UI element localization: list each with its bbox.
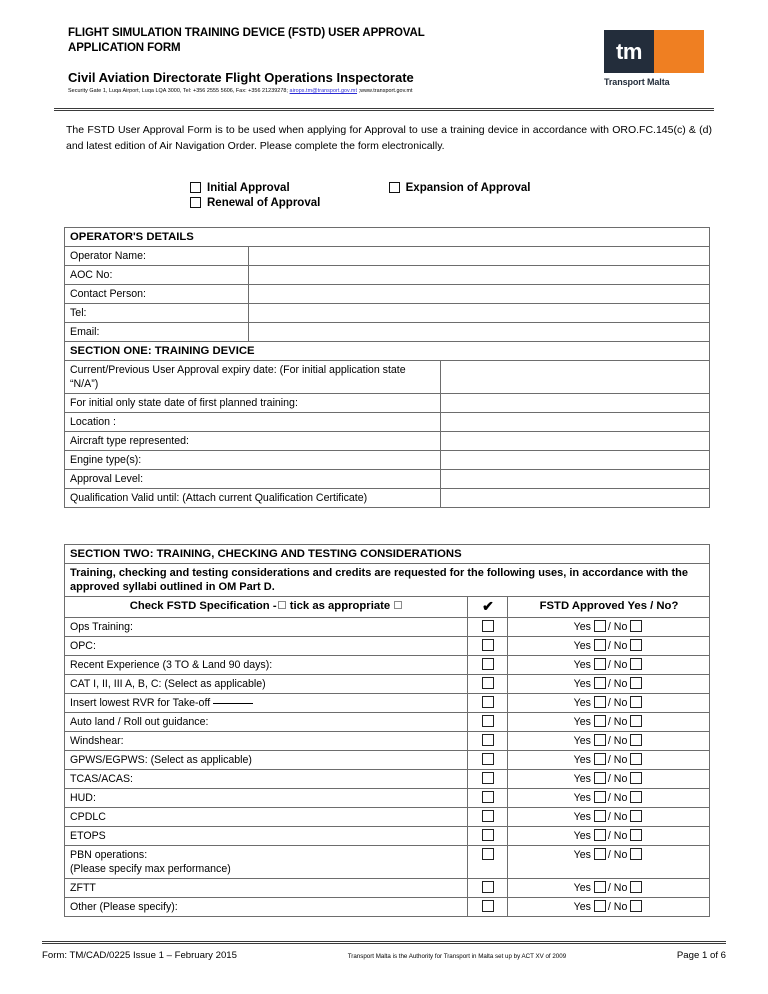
table-row (65, 879, 710, 898)
row-label-cpdlc: CPDLC (65, 808, 468, 827)
table-section-header-row (65, 228, 710, 247)
approval-expiry-date-field[interactable] (441, 361, 710, 394)
yes-label: Yes (573, 830, 591, 842)
checkbox-tick-opc[interactable] (482, 639, 494, 651)
table-row (65, 489, 710, 508)
aircraft-type-field[interactable] (441, 432, 710, 451)
yes-no-group (574, 773, 645, 785)
table-row (65, 789, 710, 808)
location-label: Location : (65, 413, 441, 432)
no-label: / No (607, 716, 628, 728)
footer-authority-statement: Transport Malta is the Authority for Transport in Malta set up by ACT XV of 2009 (347, 953, 567, 960)
yes-no-group (574, 849, 645, 861)
no-label: / No (607, 697, 628, 709)
section-two-table (64, 544, 710, 917)
square-glyph-icon (278, 601, 286, 609)
section-one-table (64, 341, 710, 508)
yes-no-group (574, 716, 645, 728)
table-row (65, 394, 710, 413)
operator-details-heading: OPERATOR'S DETAILS (65, 228, 710, 247)
no-label: / No (607, 678, 628, 690)
column-header-tick (468, 597, 508, 618)
no-label: / No (607, 830, 628, 842)
yes-label: Yes (573, 811, 591, 823)
yes-no-group (574, 830, 645, 842)
row-label-gpws-egpws: GPWS/EGPWS: (Select as applicable) (65, 751, 468, 770)
checkbox-no-hud[interactable] (630, 791, 642, 803)
approval-expansion-group (389, 182, 531, 194)
yes-label: Yes (573, 621, 591, 633)
row-label-other: Other (Please specify): (65, 898, 468, 917)
qualification-valid-until-label: Qualification Valid until: (Attach current Qualification Certificate) (65, 489, 441, 508)
contact-address-line (68, 87, 554, 95)
no-label: / No (607, 659, 628, 671)
row-label-hud: HUD: (65, 789, 468, 808)
logo-caption: Transport Malta (604, 77, 670, 87)
row-label-etops: ETOPS (65, 827, 468, 846)
tick-cell (468, 732, 508, 751)
transport-malta-logo (604, 30, 714, 87)
tick-cell (468, 713, 508, 732)
no-label: / No (607, 849, 628, 861)
square-glyph-icon (394, 601, 402, 609)
checkbox-tick-hud[interactable] (482, 791, 494, 803)
yes-label: Yes (573, 716, 591, 728)
logo-mark-tm: tm (604, 30, 654, 73)
section-two-intro: Training, checking and testing considerations and credits are requested for the following uses, in accordance with the approved syllabi outlined in OM Part D. (65, 564, 710, 597)
tick-cell (468, 789, 508, 808)
checkbox-tick-cpdlc[interactable] (482, 810, 494, 822)
tick-cell (468, 846, 508, 879)
tick-cell (468, 637, 508, 656)
yes-no-group (574, 792, 645, 804)
tel-field[interactable] (249, 304, 710, 323)
no-label: / No (607, 901, 628, 913)
label-expansion-of-approval: Expansion of Approval (405, 181, 531, 194)
checkbox-yes-opc[interactable] (594, 639, 606, 651)
checkbox-yes-cat-i-ii-iii[interactable] (594, 677, 606, 689)
email-field[interactable] (249, 323, 710, 342)
row-label-zftt: ZFTT (65, 879, 468, 898)
approved-cell (508, 618, 710, 637)
form-title-line2: APPLICATION FORM (68, 42, 181, 54)
yes-label: Yes (573, 659, 591, 671)
checkbox-yes-tcas-acas[interactable] (594, 772, 606, 784)
yes-no-group (574, 640, 645, 652)
table-row (65, 323, 710, 342)
column-header-check-fstd-specification (65, 597, 468, 618)
operator-details-table (64, 227, 710, 342)
approved-cell (508, 789, 710, 808)
tick-cell (468, 694, 508, 713)
approved-cell (508, 656, 710, 675)
aoc-no-field[interactable] (249, 266, 710, 285)
approval-row-two (190, 195, 710, 210)
row-label-opc: OPC: (65, 637, 468, 656)
form-title-line1: FLIGHT SIMULATION TRAINING DEVICE (FSTD) USER APPROVAL (68, 27, 425, 39)
no-label: / No (607, 811, 628, 823)
approved-cell (508, 808, 710, 827)
checkbox-tick-tcas-acas[interactable] (482, 772, 494, 784)
email-label: Email: (65, 323, 249, 342)
approval-row-one (190, 180, 710, 195)
tick-cell (468, 618, 508, 637)
contact-person-label: Contact Person: (65, 285, 249, 304)
aoc-no-label: AOC No: (65, 266, 249, 285)
table-row (65, 247, 710, 266)
approved-cell (508, 846, 710, 879)
no-label: / No (607, 640, 628, 652)
section-two-heading: SECTION TWO: TRAINING, CHECKING AND TESTING CONSIDERATIONS (65, 545, 710, 564)
checkbox-no-pbn-operations[interactable] (630, 848, 642, 860)
yes-label: Yes (573, 678, 591, 690)
no-label: / No (607, 882, 628, 894)
yes-label: Yes (573, 640, 591, 652)
yes-label: Yes (573, 882, 591, 894)
yes-no-group (574, 697, 645, 709)
row-label-lowest-rvr-takeoff (65, 694, 468, 713)
document-header (54, 26, 714, 95)
location-field[interactable] (441, 413, 710, 432)
approved-cell (508, 713, 710, 732)
checkbox-yes-recent-experience[interactable] (594, 658, 606, 670)
engine-type-label: Engine type(s): (65, 451, 441, 470)
checkbox-expansion-of-approval[interactable] (389, 182, 400, 193)
checkbox-tick-windshear[interactable] (482, 734, 494, 746)
table-row (65, 713, 710, 732)
approved-cell (508, 637, 710, 656)
checkbox-yes-windshear[interactable] (594, 734, 606, 746)
yes-label: Yes (573, 792, 591, 804)
table-row (65, 770, 710, 789)
approval-level-label: Approval Level: (65, 470, 441, 489)
table-row (65, 470, 710, 489)
approved-cell (508, 879, 710, 898)
checkbox-yes-hud[interactable] (594, 791, 606, 803)
checkbox-yes-gpws-egpws[interactable] (594, 753, 606, 765)
checkbox-no-recent-experience[interactable] (630, 658, 642, 670)
table-section-header-row (65, 545, 710, 564)
yes-label: Yes (573, 901, 591, 913)
column-header-fstd-approved: FSTD Approved Yes / No? (508, 597, 710, 618)
no-label: / No (607, 773, 628, 785)
rvr-blank-input[interactable] (213, 703, 253, 704)
approved-cell (508, 898, 710, 917)
checkbox-tick-auto-land[interactable] (482, 715, 494, 727)
yes-no-group (574, 754, 645, 766)
label-renewal-of-approval: Renewal of Approval (207, 196, 321, 209)
table-row (65, 808, 710, 827)
yes-no-group (574, 735, 645, 747)
row-label-recent-experience: Recent Experience (3 TO & Land 90 days): (65, 656, 468, 675)
checkbox-yes-lowest-rvr[interactable] (594, 696, 606, 708)
yes-no-group (574, 659, 645, 671)
checkbox-tick-recent-experience[interactable] (482, 658, 494, 670)
address-suffix: ;www.transport.gov.mt (357, 88, 413, 94)
row-label-ops-training: Ops Training: (65, 618, 468, 637)
checkbox-tick-gpws-egpws[interactable] (482, 753, 494, 765)
checkbox-no-cpdlc[interactable] (630, 810, 642, 822)
table-row (65, 656, 710, 675)
document-footer (42, 950, 726, 961)
checkbox-yes-etops[interactable] (594, 829, 606, 841)
yes-label: Yes (573, 849, 591, 861)
no-label: / No (607, 735, 628, 747)
checkbox-yes-ops-training[interactable] (594, 620, 606, 632)
yes-label: Yes (573, 754, 591, 766)
no-label: / No (607, 621, 628, 633)
checkbox-no-opc[interactable] (630, 639, 642, 651)
tick-cell (468, 898, 508, 917)
checkbox-no-etops[interactable] (630, 829, 642, 841)
approved-cell (508, 732, 710, 751)
label-initial-approval: Initial Approval (207, 181, 290, 194)
footer-divider-rule (42, 941, 726, 944)
table-row (65, 751, 710, 770)
first-planned-training-label: For initial only state date of first planned training: (65, 394, 441, 413)
checkbox-no-ops-training[interactable] (630, 620, 642, 632)
checkbox-yes-pbn-operations[interactable] (594, 848, 606, 860)
first-planned-training-field[interactable] (441, 394, 710, 413)
checkbox-no-auto-land[interactable] (630, 715, 642, 727)
checkbox-no-other[interactable] (630, 900, 642, 912)
yes-label: Yes (573, 697, 591, 709)
approved-cell (508, 770, 710, 789)
checkmark-icon: ✔ (482, 598, 494, 614)
email-link[interactable]: airops.tm@transport.gov.mt (289, 88, 358, 94)
row-label-cat-i-ii-iii: CAT I, II, III A, B, C: (Select as applicable) (65, 675, 468, 694)
table-row (65, 266, 710, 285)
department-title: Civil Aviation Directorate Flight Operations Inspectorate (68, 70, 414, 85)
tick-cell (468, 751, 508, 770)
table-row (65, 898, 710, 917)
checkbox-tick-ops-training[interactable] (482, 620, 494, 632)
table-row (65, 618, 710, 637)
checkbox-yes-auto-land[interactable] (594, 715, 606, 727)
approval-expiry-date-label: Current/Previous User Approval expiry date: (For initial application state “N/A”) (65, 361, 441, 394)
engine-type-field[interactable] (441, 451, 710, 470)
yes-no-group (574, 882, 645, 894)
table-row (65, 361, 710, 394)
checkbox-initial-approval[interactable] (190, 182, 201, 193)
checkbox-no-windshear[interactable] (630, 734, 642, 746)
yes-label: Yes (573, 773, 591, 785)
tick-cell (468, 675, 508, 694)
table-row (65, 637, 710, 656)
checkbox-no-gpws-egpws[interactable] (630, 753, 642, 765)
logo-orange-square (654, 30, 704, 73)
table-row (65, 732, 710, 751)
table-row (65, 827, 710, 846)
checkbox-tick-etops[interactable] (482, 829, 494, 841)
table-section-header-row (65, 342, 710, 361)
approval-type-group (190, 180, 710, 210)
operator-name-label: Operator Name: (65, 247, 249, 266)
operator-name-field[interactable] (249, 247, 710, 266)
table-row (65, 285, 710, 304)
table-row (65, 675, 710, 694)
no-label: / No (607, 754, 628, 766)
table-row (65, 304, 710, 323)
contact-person-field[interactable] (249, 285, 710, 304)
pbn-line1: PBN operations: (70, 849, 148, 861)
yes-no-group (574, 621, 645, 633)
tick-cell (468, 808, 508, 827)
intro-paragraph: The FSTD User Approval Form is to be used when applying for Approval to use a training device in accordance with ORO.FC.145(c) & (d) and latest edition of Air Navigation Order. Please complete the form electronically. (66, 124, 712, 152)
yes-no-group (574, 811, 645, 823)
yes-no-group (574, 678, 645, 690)
header-divider-rule (54, 108, 714, 111)
qualification-valid-until-field[interactable] (441, 489, 710, 508)
checkbox-yes-zftt[interactable] (594, 881, 606, 893)
tick-cell (468, 770, 508, 789)
checkbox-yes-cpdlc[interactable] (594, 810, 606, 822)
tel-label: Tel: (65, 304, 249, 323)
row-label-tcas-acas: TCAS/ACAS: (65, 770, 468, 789)
approved-cell (508, 675, 710, 694)
lowest-rvr-text: Insert lowest RVR for Take-off (70, 697, 211, 709)
row-label-auto-land: Auto land / Roll out guidance: (65, 713, 468, 732)
yes-no-group (574, 901, 645, 913)
checkbox-yes-other[interactable] (594, 900, 606, 912)
col-spec-mid: tick as appropriate (286, 600, 394, 612)
checkbox-renewal-of-approval[interactable] (190, 197, 201, 208)
aircraft-type-label: Aircraft type represented: (65, 432, 441, 451)
pbn-line2: (Please specify max performance) (70, 863, 231, 875)
no-label: / No (607, 792, 628, 804)
checkbox-tick-zftt[interactable] (482, 881, 494, 893)
checkbox-no-tcas-acas[interactable] (630, 772, 642, 784)
checkbox-no-cat-i-ii-iii[interactable] (630, 677, 642, 689)
row-label-windshear: Windshear: (65, 732, 468, 751)
approved-cell (508, 827, 710, 846)
header-text-block (54, 26, 554, 95)
approved-cell (508, 694, 710, 713)
tick-cell (468, 879, 508, 898)
table-row (65, 846, 710, 879)
checkbox-tick-cat-i-ii-iii[interactable] (482, 677, 494, 689)
section-two-intro-row (65, 564, 710, 597)
table-row (65, 451, 710, 470)
checkbox-tick-lowest-rvr[interactable] (482, 696, 494, 708)
checkbox-tick-pbn-operations[interactable] (482, 848, 494, 860)
approved-cell (508, 751, 710, 770)
section-one-heading: SECTION ONE: TRAINING DEVICE (65, 342, 710, 361)
row-label-pbn-operations (65, 846, 468, 879)
form-title (68, 26, 554, 56)
checkbox-no-lowest-rvr[interactable] (630, 696, 642, 708)
footer-page-number: Page 1 of 6 (676, 950, 726, 961)
col-spec-pre: Check FSTD Specification - (129, 600, 277, 612)
table-row (65, 432, 710, 451)
yes-label: Yes (573, 735, 591, 747)
footer-form-reference: Form: TM/CAD/0225 Issue 1 – February 2015 (42, 950, 237, 961)
table-row (65, 694, 710, 713)
approval-level-field[interactable] (441, 470, 710, 489)
checkbox-no-zftt[interactable] (630, 881, 642, 893)
address-prefix: Security Gate 1, Luqa Airport, Luqa LQA 3000, Tel: +356 2555 5606, Fax: +356 21239278; (68, 88, 290, 94)
tick-cell (468, 827, 508, 846)
checkbox-tick-other[interactable] (482, 900, 494, 912)
table-row (65, 413, 710, 432)
tick-cell (468, 656, 508, 675)
section-two-column-header-row (65, 597, 710, 618)
